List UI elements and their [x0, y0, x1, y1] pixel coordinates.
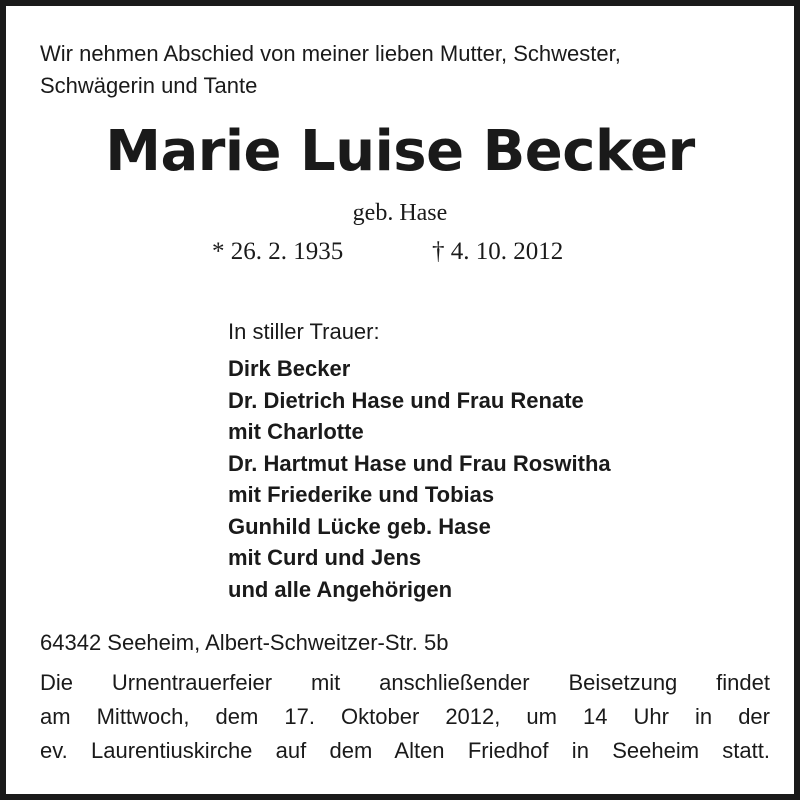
mourner-line: Dr. Dietrich Hase und Frau Renate [228, 387, 584, 413]
mourners-section [228, 317, 788, 605]
ceremony-line: Die Urnentrauerfeier mit anschließender Beisetzung findet [40, 670, 770, 695]
ceremony-line: am Mittwoch, dem 17. Oktober 2012, um 14 Uhr in der [40, 704, 770, 729]
birth-date: * 26. 2. 1935 [212, 238, 344, 265]
mourner-line: Dirk Becker [228, 356, 351, 381]
intro-line: Wir nehmen Abschied von meiner lieben Mutter, Schwester, [40, 41, 621, 66]
ceremony-text [40, 666, 770, 768]
mourner-line: und alle Angehörigen [228, 576, 453, 602]
mourner-line: Dr. Hartmut Hase und Frau Roswitha [228, 450, 611, 476]
death-date: † 4. 10. 2012 [432, 238, 564, 265]
deceased-name: Marie Luise Becker [105, 119, 695, 184]
mourner-line: Gunhild Lücke geb. Hase [228, 513, 491, 539]
mourner-line: mit Charlotte [228, 419, 364, 444]
mourners-heading: In stiller Trauer: [228, 319, 380, 344]
mourner-line: mit Curd und Jens [228, 545, 422, 570]
intro-text [40, 38, 780, 102]
maiden-name: geb. Hase [352, 200, 448, 226]
address: 64342 Seeheim, Albert-Schweitzer-Str. 5b [40, 630, 449, 655]
intro-line: Schwägerin und Tante [40, 73, 258, 98]
ceremony-line: ev. Laurentiuskirche auf dem Alten Friedhof in Seeheim statt. [40, 738, 770, 763]
mourners-list [228, 353, 788, 605]
mourner-line: mit Friederike und Tobias [228, 482, 495, 507]
